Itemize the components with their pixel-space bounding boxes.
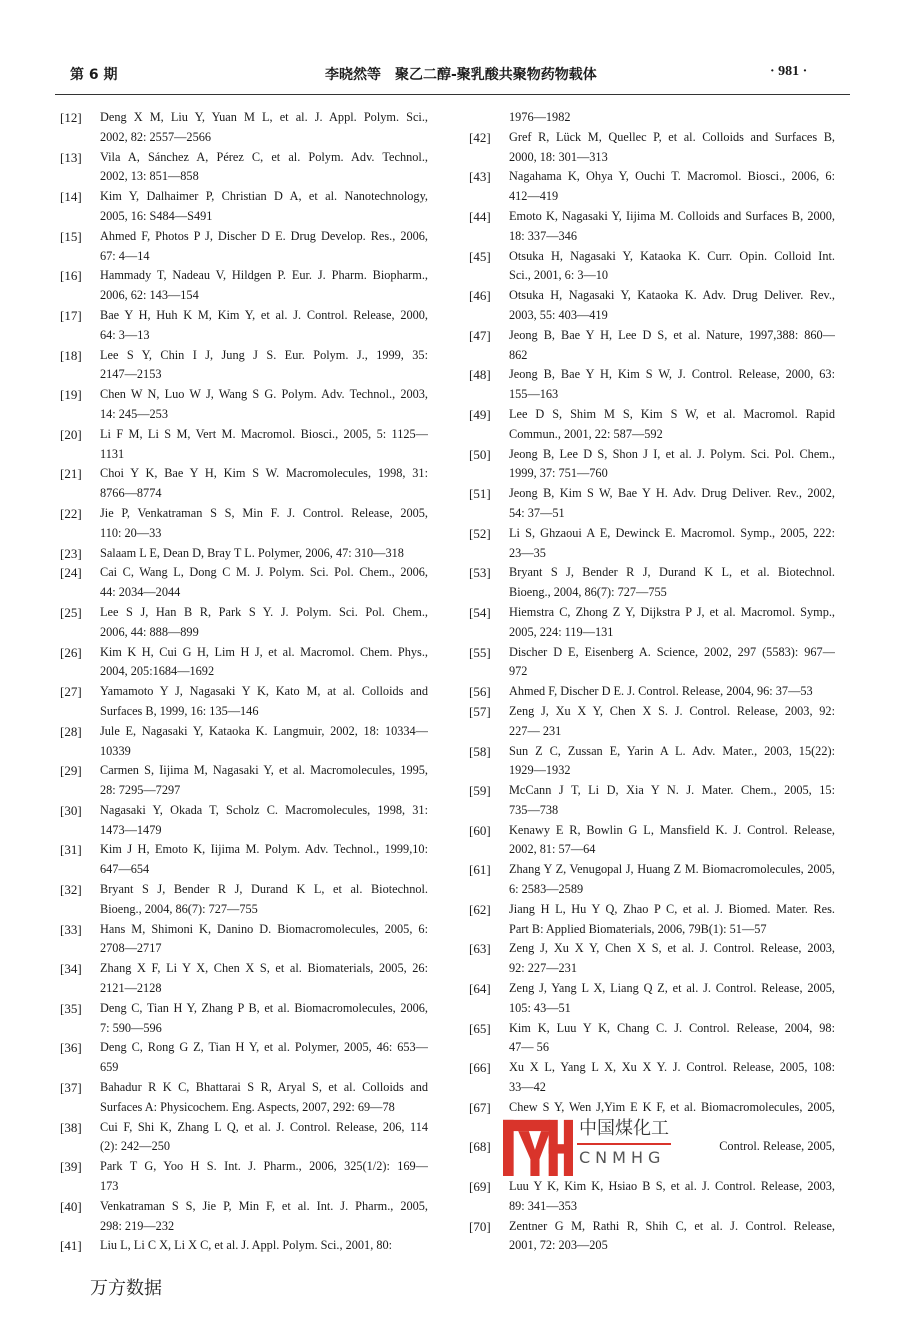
reference-text-line: 173 — [100, 1179, 119, 1194]
reference-item — [60, 1038, 428, 1078]
reference-number: [27] — [60, 684, 82, 700]
reference-item — [469, 365, 835, 405]
reference-number: [39] — [60, 1159, 82, 1175]
reference-text-line: 67: 4—14 — [100, 248, 150, 263]
reference-number: [14] — [60, 189, 82, 205]
reference-number: [47] — [469, 327, 491, 343]
reference-text-line: Li F M, Li S M, Vert M. Macromol. Biosci., 2005, 5: 1125— — [100, 426, 428, 441]
reference-item — [469, 900, 835, 940]
reference-item — [60, 504, 428, 544]
reference-number: [42] — [469, 129, 491, 145]
reference-text-line: Bae Y H, Huh K M, Kim Y, et al. J. Control. Release, 2000, — [100, 307, 428, 322]
reference-text-line: Bryant S J, Bender R J, Durand K L, et al. Biotechnol. — [100, 882, 428, 897]
reference-item — [60, 603, 428, 643]
reference-number: [16] — [60, 268, 82, 284]
reference-number: [64] — [469, 981, 491, 997]
reference-text-line: Jeong B, Kim S W, Bae Y H. Adv. Drug Deliver. Rev., 2002, — [509, 486, 835, 501]
reference-text-line: Jeong B, Lee D S, Shon J I, et al. J. Polym. Sci. Pol. Chem., — [509, 446, 835, 461]
reference-text-line: Bioeng., 2004, 86(7): 727—755 — [509, 585, 667, 600]
reference-item — [469, 484, 835, 524]
reference-number: [60] — [469, 822, 491, 838]
reference-number: [30] — [60, 802, 82, 818]
reference-number: [43] — [469, 169, 491, 185]
reference-text-line: Hammady T, Nadeau V, Hildgen P. Eur. J. Pharm. Biopharm., — [100, 268, 428, 283]
reference-text-line: 2005, 224: 119—131 — [509, 624, 614, 639]
reference-continuation: 1976—1982 — [509, 110, 571, 124]
reference-item — [469, 860, 835, 900]
reference-item — [469, 821, 835, 861]
reference-text-line: Jule E, Nagasaki Y, Kataoka K. Langmuir, 2002, 18: 10334— — [100, 723, 428, 738]
reference-text-line: 1473—1479 — [100, 822, 162, 837]
reference-text-line: 659 — [100, 1060, 119, 1075]
reference-item — [469, 742, 835, 782]
reference-text-line: Lee S Y, Chin I J, Jung J S. Eur. Polym. J., 1999, 35: — [100, 347, 428, 362]
reference-text-line: McCann J T, Li D, Xia Y N. J. Mater. Chem., 2005, 15: — [509, 783, 835, 798]
reference-number: [53] — [469, 565, 491, 581]
reference-text-line: Li S, Ghzaoui A E, Dewinck E. Macromol. Symp., 2005, 222: — [509, 525, 835, 540]
reference-number: [35] — [60, 1000, 82, 1016]
cnmhg-watermark-logo — [503, 1118, 675, 1176]
reference-item — [60, 563, 428, 603]
reference-text-line: Deng X M, Liu Y, Yuan M L, et al. J. Appl. Polym. Sci., — [100, 110, 428, 124]
reference-item — [469, 1217, 835, 1257]
reference-number: [37] — [60, 1080, 82, 1096]
reference-number: [65] — [469, 1020, 491, 1036]
reference-item — [60, 464, 428, 504]
reference-text-line: 44: 2034—2044 — [100, 585, 181, 600]
reference-item — [60, 306, 428, 346]
reference-number: [31] — [60, 842, 82, 858]
reference-number: [26] — [60, 644, 82, 660]
reference-text-line: Nagahama K, Ohya Y, Ouchi T. Macromol. Biosci., 2006, 6: — [509, 169, 835, 184]
reference-number: [13] — [60, 149, 82, 165]
reference-text-line: Hiemstra C, Zhong Z Y, Dijkstra P J, et al. Macromol. Symp., — [509, 604, 835, 619]
reference-number: [36] — [60, 1040, 82, 1056]
reference-number: [55] — [469, 644, 491, 660]
reference-number: [67] — [469, 1099, 491, 1115]
reference-item — [60, 425, 428, 465]
logo-english-text: CNMHG — [579, 1147, 666, 1167]
reference-text-line: 2002, 82: 2557—2566 — [100, 129, 212, 144]
reference-text-line: Cai C, Wang L, Dong C M. J. Polym. Sci. Pol. Chem., 2006, — [100, 565, 428, 580]
reference-text-line: 298: 219—232 — [100, 1218, 175, 1233]
reference-text-line: Part B: Applied Biomaterials, 2006, 79B(1): 51—57 — [509, 921, 767, 936]
reference-text-line: Zeng J, Xu X Y, Chen X S, et al. J. Control. Release, 2003, — [509, 941, 835, 956]
references-right-column — [469, 108, 835, 1256]
reference-text-line: Jeong B, Bae Y H, Kim S W, J. Control. Release, 2000, 63: — [509, 367, 835, 382]
reference-item — [60, 187, 428, 227]
reference-text-line: Otsuka H, Nagasaki Y, Kataoka K. Curr. Opin. Colloid Int. — [509, 248, 835, 263]
reference-text-line: 2002, 13: 851—858 — [100, 169, 199, 184]
reference-number: [69] — [469, 1179, 491, 1195]
reference-text-line: Surfaces B, 1999, 16: 135—146 — [100, 703, 259, 718]
reference-text-line: 2006, 44: 888—899 — [100, 624, 199, 639]
reference-item — [60, 108, 428, 148]
reference-text-line: Kim J H, Emoto K, Iijima M. Polym. Adv. Technol., 1999,10: — [100, 842, 428, 857]
reference-item — [60, 920, 428, 960]
references-left-column — [60, 108, 428, 1256]
reference-item — [60, 1157, 428, 1197]
reference-item — [469, 207, 835, 247]
reference-number: [15] — [60, 228, 82, 244]
reference-number: [33] — [60, 921, 82, 937]
reference-number: [44] — [469, 208, 491, 224]
reference-number: [12] — [60, 110, 82, 125]
reference-item — [60, 385, 428, 425]
reference-item — [469, 603, 835, 643]
reference-text-line: Zhang Y Z, Venugopal J, Huang Z M. Biomacromolecules, 2005, — [509, 862, 835, 877]
reference-text-line: Bioeng., 2004, 86(7): 727—755 — [100, 901, 258, 916]
reference-text-line: Jiang H L, Hu Y Q, Zhao P C, et al. J. Biomed. Mater. Res. — [509, 901, 835, 916]
reference-number: [17] — [60, 307, 82, 323]
reference-text-line: 735—738 — [509, 802, 559, 817]
reference-text-line: 2000, 18: 301—313 — [509, 149, 608, 164]
reference-text-line: Deng C, Rong G Z, Tian H Y, et al. Polymer, 2005, 46: 653— — [100, 1040, 428, 1055]
logo-chinese-text: 中国煤化工 — [579, 1117, 669, 1139]
mh-logo-icon — [503, 1118, 573, 1176]
reference-text-line: Choi Y K, Bae Y H, Kim S W. Macromolecules, 1998, 31: — [100, 466, 428, 481]
reference-text-line: Jeong B, Bae Y H, Lee D S, et al. Nature, 1997,388: 860— — [509, 327, 835, 342]
page-number: · 981 · — [770, 64, 808, 79]
reference-number: [59] — [469, 783, 491, 799]
reference-item — [469, 563, 835, 603]
reference-number: [52] — [469, 525, 491, 541]
reference-text-line: Yamamoto Y J, Nagasaki Y K, Kato M, at al. Colloids and — [100, 684, 428, 699]
reference-item — [469, 781, 835, 821]
reference-text-line: Bryant S J, Bender R J, Durand K L, et al. Biotechnol. — [509, 565, 835, 580]
reference-number: [57] — [469, 703, 491, 719]
reference-item — [60, 801, 428, 841]
reference-number: [22] — [60, 505, 82, 521]
reference-text-line: 6: 2583—2589 — [509, 882, 584, 897]
reference-text-line: Lee D S, Shim M S, Kim S W, et al. Macromol. Rapid — [509, 406, 835, 421]
reference-item — [469, 167, 835, 207]
reference-number: [40] — [60, 1198, 82, 1214]
reference-text-line: Jie P, Venkatraman S S, Min F. J. Control. Release, 2005, — [100, 505, 428, 520]
reference-text-line: Kenawy E R, Bowlin G L, Mansfield K. J. Control. Release, — [509, 822, 835, 837]
reference-text-line: Sci., 2001, 6: 3—10 — [509, 268, 609, 283]
reference-text-line: 2004, 205:1684—1692 — [100, 664, 215, 679]
reference-item — [469, 1177, 835, 1217]
reference-number: [56] — [469, 684, 491, 700]
reference-text-line: (2): 242—250 — [100, 1139, 171, 1154]
running-title: 李晓然等 聚乙二醇-聚乳酸共聚物药物载体 — [325, 67, 597, 83]
reference-item — [60, 959, 428, 999]
reference-number: [38] — [60, 1119, 82, 1135]
reference-item — [60, 148, 428, 188]
reference-number: [25] — [60, 604, 82, 620]
reference-text-line: 110: 20—33 — [100, 525, 162, 540]
reference-number: [61] — [469, 862, 491, 878]
reference-number: [28] — [60, 723, 82, 739]
reference-text-line: Control. Release, 2005, — [719, 1139, 835, 1154]
reference-text-line: Otsuka H, Nagasaki Y, Kataoka K. Adv. Drug Deliver. Rev., — [509, 288, 835, 303]
reference-item — [60, 643, 428, 683]
reference-text-line: Zeng J, Yang L X, Liang Q Z, et al. J. Control. Release, 2005, — [509, 981, 835, 996]
reference-number: [49] — [469, 406, 491, 422]
reference-text-line: Ahmed F, Photos P J, Discher D E. Drug Develop. Res., 2006, — [100, 228, 428, 243]
reference-item — [469, 939, 835, 979]
reference-text-line: Discher D E, Eisenberg A. Science, 2002, 297 (5583): 967— — [509, 644, 835, 659]
reference-text-line: 2001, 72: 203—205 — [509, 1238, 608, 1253]
reference-text-line: 105: 43—51 — [509, 1000, 571, 1015]
reference-item — [60, 1236, 428, 1256]
reference-text-line: Surfaces A: Physicochem. Eng. Aspects, 2007, 292: 69—78 — [100, 1099, 395, 1114]
reference-item — [469, 286, 835, 326]
reference-text-line: 47— 56 — [509, 1040, 549, 1055]
reference-number: [50] — [469, 446, 491, 462]
reference-item — [469, 524, 835, 564]
reference-text-line: Chew S Y, Wen J,Yim E K F, et al. Biomacromolecules, 2005, — [509, 1099, 835, 1114]
logo-divider — [577, 1143, 671, 1145]
reference-text-line: Bahadur R K C, Bhattarai S R, Aryal S, et al. Colloids and — [100, 1080, 428, 1095]
reference-text-line: 18: 337—346 — [509, 228, 577, 243]
reference-text-line: Park T G, Yoo H S. Int. J. Pharm., 2006, 325(1/2): 169— — [100, 1159, 428, 1174]
reference-number: [70] — [469, 1218, 491, 1234]
reference-text-line: Commun., 2001, 22: 587—592 — [509, 426, 663, 441]
reference-item — [469, 643, 835, 683]
reference-text-line: Luu Y K, Kim K, Hsiao B S, et al. J. Control. Release, 2003, — [509, 1179, 835, 1194]
reference-text-line: Zentner G M, Rathi R, Shih C, et al. J. Control. Release, — [509, 1218, 835, 1233]
reference-item — [60, 682, 428, 722]
source-watermark: 万方数据 — [90, 1278, 162, 1299]
reference-item — [469, 445, 835, 485]
reference-text-line: 2002, 81: 57—64 — [509, 842, 596, 857]
reference-item — [60, 1197, 428, 1237]
reference-text-line: Gref R, Lück M, Quellec P, et al. Colloids and Surfaces B, — [509, 129, 835, 144]
reference-text-line: Hans M, Shimoni K, Danino D. Biomacromolecules, 2005, 6: — [100, 921, 428, 936]
reference-text-line: 155—163 — [509, 387, 559, 402]
reference-text-line: Xu X L, Yang L X, Xu X Y. J. Control. Release, 2005, 108: — [509, 1060, 835, 1075]
reference-text-line: 647—654 — [100, 862, 150, 877]
reference-text-line: 8766—8774 — [100, 486, 162, 501]
reference-item — [469, 682, 835, 702]
reference-item — [60, 722, 428, 762]
reference-text-line: Ahmed F, Discher D E. J. Control. Release, 2004, 96: 37—53 — [509, 684, 813, 699]
reference-number: [63] — [469, 941, 491, 957]
reference-text-line: Zeng J, Xu X Y, Chen X S. J. Control. Release, 2003, 92: — [509, 703, 835, 718]
reference-item — [60, 999, 428, 1039]
reference-item — [60, 346, 428, 386]
reference-text-line: 54: 37—51 — [509, 505, 565, 520]
reference-text-line: Venkatraman S S, Jie P, Min F, et al. Int. J. Pharm., 2005, — [100, 1198, 428, 1213]
reference-item — [469, 702, 835, 742]
reference-text-line: 10339 — [100, 743, 131, 758]
reference-text-line: 7: 590—596 — [100, 1020, 162, 1035]
issue-number: 第 6 期 — [70, 67, 118, 83]
reference-number: [19] — [60, 387, 82, 403]
reference-item — [469, 979, 835, 1019]
reference-item — [60, 1078, 428, 1118]
reference-text-line: Chen W N, Luo W J, Wang S G. Polym. Adv. Technol., 2003, — [100, 387, 428, 402]
reference-item — [60, 544, 428, 564]
reference-text-line: Lee S J, Han B R, Park S Y. J. Polym. Sci. Pol. Chem., — [100, 604, 428, 619]
reference-item — [60, 227, 428, 267]
reference-text-line: 227— 231 — [509, 723, 562, 738]
reference-item — [60, 840, 428, 880]
reference-item — [469, 1019, 835, 1059]
reference-number: [66] — [469, 1060, 491, 1076]
reference-text-line: 1131 — [100, 446, 125, 461]
reference-text-line: Deng C, Tian H Y, Zhang P B, et al. Biomacromolecules, 2006, — [100, 1000, 428, 1015]
reference-number: [58] — [469, 743, 491, 759]
reference-item — [469, 1058, 835, 1098]
reference-text-line: Kim K H, Cui G H, Lim H J, et al. Macromol. Chem. Phys., — [100, 644, 428, 659]
reference-text-line: 33—42 — [509, 1080, 546, 1095]
reference-text-line: Zhang X F, Li Y X, Chen X S, et al. Biomaterials, 2005, 26: — [100, 961, 428, 976]
header-rule — [55, 94, 850, 95]
reference-text-line: 64: 3—13 — [100, 327, 150, 342]
reference-text-line: 2003, 55: 403—419 — [509, 307, 608, 322]
reference-text-line: Vila A, Sánchez A, Pérez C, et al. Polym. Adv. Technol., — [100, 149, 428, 164]
reference-number: [20] — [60, 426, 82, 442]
reference-item — [60, 1118, 428, 1158]
reference-number: [24] — [60, 565, 82, 581]
reference-item — [60, 266, 428, 306]
reference-text-line: Nagasaki Y, Okada T, Scholz C. Macromolecules, 1998, 31: — [100, 802, 428, 817]
reference-number: [29] — [60, 763, 82, 779]
reference-text-line: Emoto K, Nagasaki Y, Iijima M. Colloids and Surfaces B, 2000, — [509, 208, 835, 223]
reference-text-line: Carmen S, Iijima M, Nagasaki Y, et al. Macromolecules, 1995, — [100, 763, 428, 778]
reference-text-line: Liu L, Li C X, Li X C, et al. J. Appl. Polym. Sci., 2001, 80: — [100, 1238, 393, 1253]
reference-text-line: 1929—1932 — [509, 763, 571, 778]
reference-text-line: 2006, 62: 143—154 — [100, 288, 199, 303]
reference-text-line: 2121—2128 — [100, 981, 162, 996]
reference-number: [46] — [469, 288, 491, 304]
reference-text-line: 2147—2153 — [100, 367, 162, 382]
reference-item — [469, 128, 835, 168]
reference-text-line: 28: 7295—7297 — [100, 783, 181, 798]
reference-text-line: 2708—2717 — [100, 941, 162, 956]
reference-text-line: 14: 245—253 — [100, 406, 168, 421]
reference-item — [469, 405, 835, 445]
reference-number: [68] — [469, 1139, 491, 1155]
reference-number: [21] — [60, 466, 82, 482]
reference-number: [18] — [60, 347, 82, 363]
reference-text-line: 862 — [509, 347, 528, 362]
reference-text-line: 412—419 — [509, 189, 559, 204]
reference-number: [34] — [60, 961, 82, 977]
reference-text-line: Cui F, Shi K, Zhang L Q, et al. J. Control. Release, 206, 114 — [100, 1119, 428, 1134]
reference-text-line: Kim Y, Dalhaimer P, Christian D A, et al. Nanotechnology, — [100, 189, 428, 204]
reference-number: [45] — [469, 248, 491, 264]
reference-text-line: 1999, 37: 751—760 — [509, 466, 608, 481]
reference-number: [32] — [60, 882, 82, 898]
reference-text-line: Salaam L E, Dean D, Bray T L. Polymer, 2006, 47: 310—318 — [100, 545, 404, 560]
reference-number: [48] — [469, 367, 491, 383]
reference-item — [469, 326, 835, 366]
reference-item — [469, 247, 835, 287]
reference-number: [62] — [469, 901, 491, 917]
reference-text-line: 2005, 16: S484—S491 — [100, 208, 213, 223]
reference-text-line: Kim K, Luu Y K, Chang C. J. Control. Release, 2004, 98: — [509, 1020, 835, 1035]
reference-text-line: 92: 227—231 — [509, 961, 577, 976]
reference-text-line: 89: 341—353 — [509, 1198, 577, 1213]
reference-text-line: Sun Z C, Zussan E, Yarin A L. Adv. Mater., 2003, 15(22): — [509, 743, 835, 758]
reference-text-line: 972 — [509, 664, 528, 679]
reference-text-line: 23—35 — [509, 545, 546, 560]
reference-number: [41] — [60, 1238, 82, 1254]
reference-item — [60, 761, 428, 801]
reference-number: [23] — [60, 545, 82, 561]
reference-number: [54] — [469, 604, 491, 620]
reference-number: [51] — [469, 486, 491, 502]
reference-item — [60, 880, 428, 920]
